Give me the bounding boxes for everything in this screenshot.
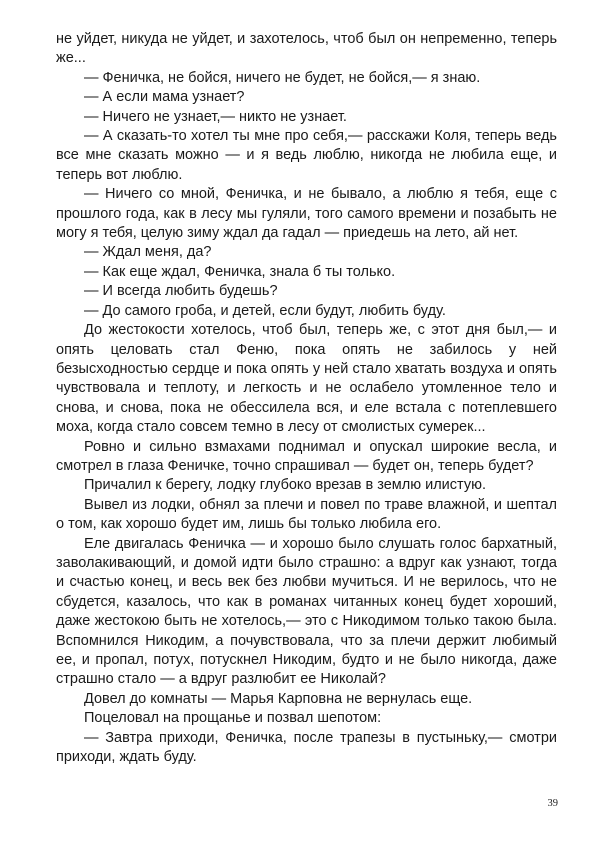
paragraph: — А если мама узнает? xyxy=(84,89,245,106)
paragraph: — Ничего со мной, Феничка, и не бывало, а люблю я тебя, еще с прошлого года, как в лесу мы гуляли, того самого времени и позабыть не могу я тебя, целую зиму ждал да гадал — приедешь на лето, ай нет. xyxy=(56,186,557,242)
paragraph: — Как еще ждал, Феничка, знала б ты только. xyxy=(84,263,396,280)
paragraph: — Ничего не узнает,— никто не узнает. xyxy=(84,108,347,125)
paragraph: Довел до комнаты — Марья Карповна не вернулась еще. xyxy=(84,690,473,707)
paragraph: Ровно и сильно взмахами поднимал и опускал широкие весла, и смотрел в глаза Феничке, точно спрашивал — будет он, теперь будет? xyxy=(56,438,557,474)
paragraph: — Ждал меня, да? xyxy=(84,244,212,261)
paragraph: — А сказать-то хотел ты мне про себя,— расскажи Коля, теперь ведь все мне сказать можно — и я ведь люблю, никогда не любила еще, и теперь вот люблю. xyxy=(56,128,557,183)
paragraph: — До самого гроба, и детей, если будут, любить буду. xyxy=(84,302,446,319)
paragraph: — Завтра приходи, Феничка, после трапезы в пустыньку,— смотри приходи, ждать буду. xyxy=(56,729,557,766)
paragraph: не уйдет, никуда не уйдет, и захотелось, чтоб был он непременно, теперь же... xyxy=(56,31,557,67)
paragraph: — Феничка, не бойся, ничего не будет, не бойся,— я знаю. xyxy=(84,69,481,86)
paragraph: Вывел из лодки, обнял за плечи и повел по траве влажной, и шептал о том, как хорошо будет им, лишь бы только любила его. xyxy=(56,496,557,533)
paragraph: До жестокости хотелось, чтоб был, теперь же, с этот дня был,— и опять целовать стал Феню, пока опять не забилось у ней безысходностью сердце и пока опять у ней стало хватать воздуха и опять чувствовала и теплоту, и легкость и не ослабело утомленное тело и снова, и снова, пока не обессилела вся, и еле встала с потеплевшего моха, когда стало совсем темно в лесу от смолистых сумерек... xyxy=(56,322,557,436)
paragraph: Еле двигалась Феничка — и хорошо было слушать голос бархатный, заволакивающий, и домой идти было страшно: а вдруг как узнают, тогда и счастью конец, и весь век без любви мучиться. И не верилось, что не сбудется, казалось, что как в романах читанных конец будет хороший, даже жестокою быть не хотелось,— это с Никодимом только такою была. Вспомнился Никодим, а почувствовала, что за плечи держит любимый ее, и пропал, потух, потускнел Никодим, будто и не было никогда, даже страшно стало — а вдруг разлюбит ее Николай? xyxy=(56,535,557,688)
paragraph: — И всегда любить будешь? xyxy=(84,283,278,300)
paragraph: Причалил к берегу, лодку глубоко врезав в землю илистую. xyxy=(84,477,486,494)
paragraph: Поцеловал на прощанье и позвал шепотом: xyxy=(84,710,382,727)
page-number: 39 xyxy=(547,798,558,809)
book-page-text xyxy=(56,30,557,767)
